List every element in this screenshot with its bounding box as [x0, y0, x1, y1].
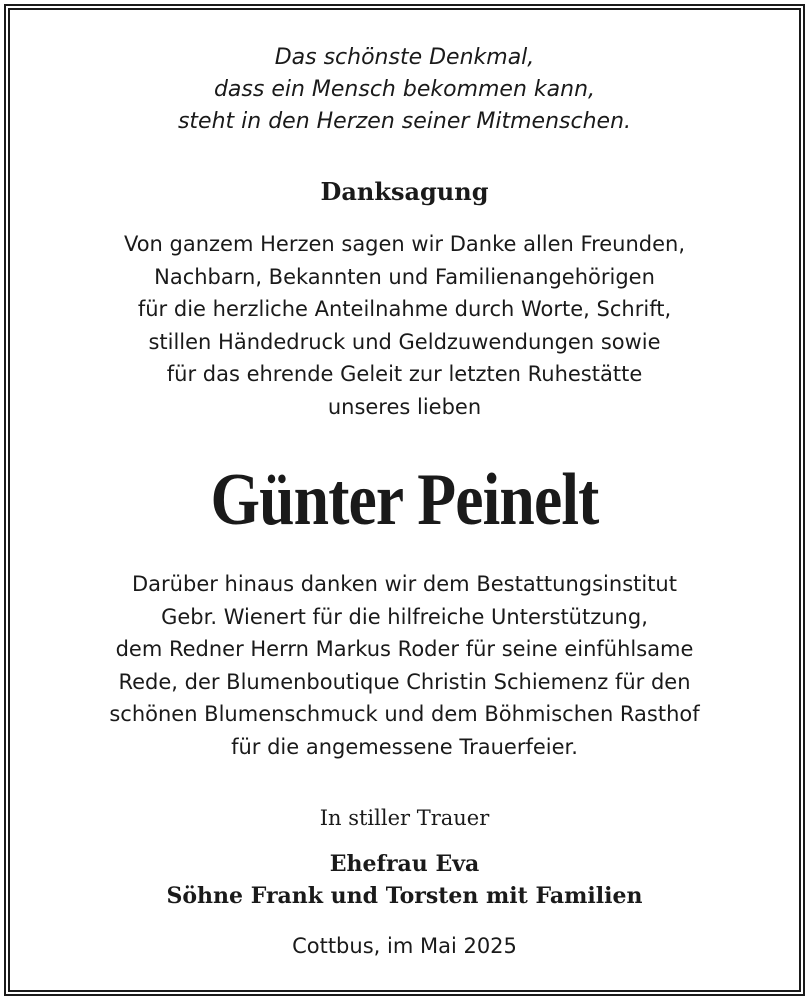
signers-block: [10, 848, 799, 912]
thanks-line: Rede, der Blumenboutique Christin Schiemenz für den: [118, 669, 691, 694]
intro-line: stillen Händedruck und Geldzuwendungen sowie: [148, 329, 661, 354]
intro-line: Von ganzem Herzen sagen wir Danke allen Freunden,: [123, 232, 686, 256]
intro-line: unseres lieben: [327, 394, 482, 419]
notice-frame: [8, 8, 801, 992]
motto-line: steht in den Herzen seiner Mitmenschen.: [177, 109, 632, 134]
deceased-name: Günter Peinelt: [210, 459, 599, 541]
notice-content: [10, 10, 799, 990]
thanks-line: dem Redner Herrn Markus Roder für seine einfühlsame: [115, 637, 694, 661]
motto-quote: [10, 42, 799, 138]
thanks-line: für die angemessene Trauerfeier.: [231, 734, 578, 759]
motto-line: dass ein Mensch bekommen kann,: [213, 77, 596, 102]
signer-line: Ehefrau Eva: [329, 851, 480, 877]
thanks-paragraph: [10, 568, 799, 763]
intro-line: Nachbarn, Bekannten und Familienangehörigen: [154, 264, 655, 289]
intro-line: für die herzliche Anteilnahme durch Worte, Schrift,: [137, 297, 672, 321]
intro-paragraph: [10, 228, 799, 423]
thanks-line: Gebr. Wienert für die hilfreiche Unterstützung,: [161, 604, 648, 629]
mourning-line: In stiller Trauer: [319, 806, 490, 830]
intro-line: für das ehrende Geleit zur letzten Ruhestätte: [166, 362, 643, 386]
notice-heading: Danksagung: [320, 177, 489, 206]
place-date: Cottbus, im Mai 2025: [292, 934, 517, 958]
motto-line: Das schönste Denkmal,: [274, 45, 535, 70]
signer-line: Söhne Frank und Torsten mit Familien: [166, 883, 643, 909]
thanks-line: Darüber hinaus danken wir dem Bestattungsinstitut: [132, 572, 677, 596]
thanks-line: schönen Blumenschmuck und dem Böhmischen Rasthof: [109, 702, 700, 726]
